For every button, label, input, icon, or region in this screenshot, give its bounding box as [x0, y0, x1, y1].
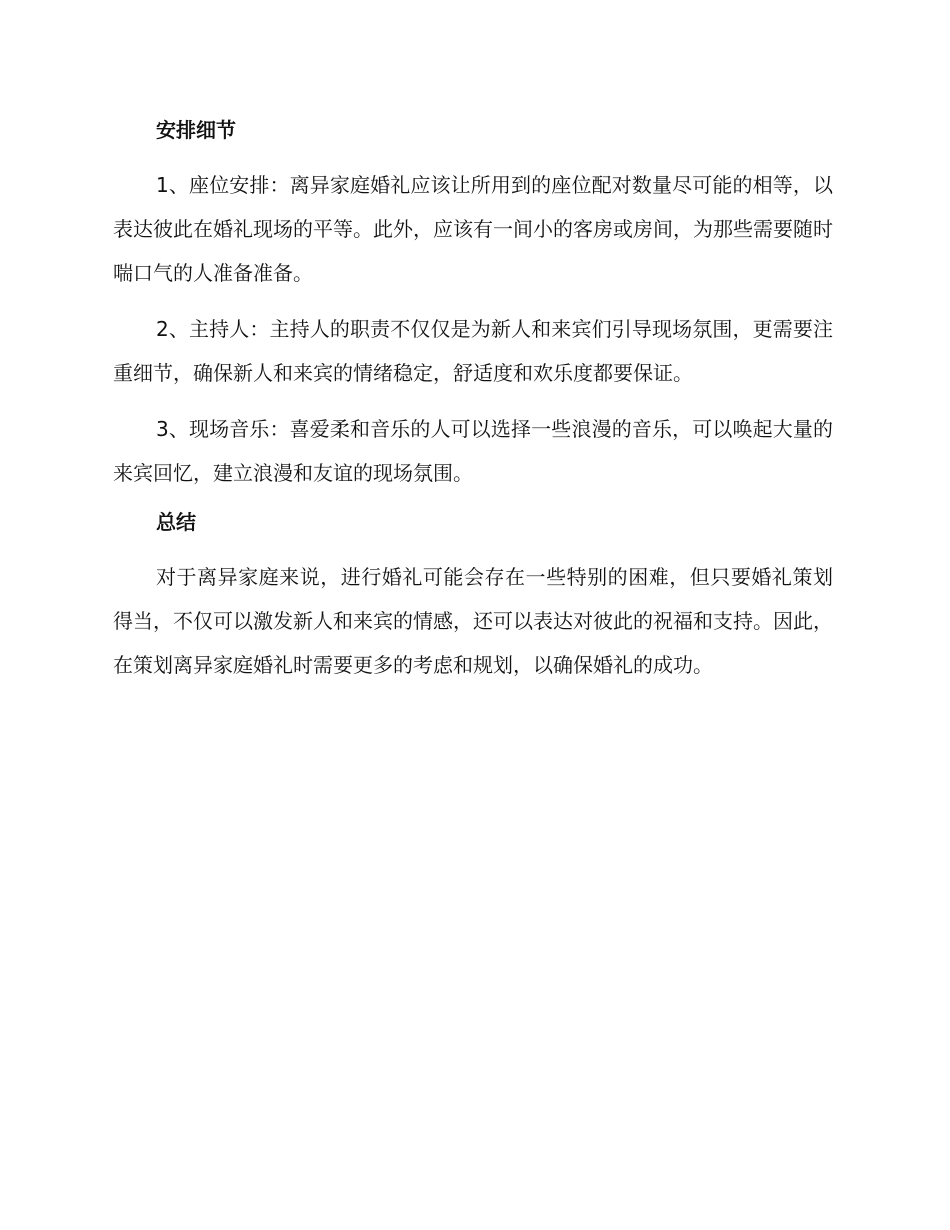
paragraph-seating: 1、座位安排：离异家庭婚礼应该让所用到的座位配对数量尽可能的相等，以表达彼此在婚礼现场的平等。此外，应该有一间小的客房或房间，为那些需要随时喘口气的人准备准备。: [113, 173, 833, 285]
section-heading-summary: 总结: [156, 510, 196, 534]
paragraph-host: 2、主持人：主持人的职责不仅仅是为新人和来宾们引导现场氛围，更需要注重细节，确保新人和来宾的情绪稳定，舒适度和欢乐度都要保证。: [113, 317, 833, 385]
section-heading-arrangement-details: 安排细节: [156, 118, 236, 142]
paragraph-summary: 对于离异家庭来说，进行婚礼可能会存在一些特别的困难，但只要婚礼策划得当，不仅可以激发新人和来宾的情感，还可以表达对彼此的祝福和支持。因此，在策划离异家庭婚礼时需要更多的考虑和规划，以确保婚礼的成功。: [113, 565, 833, 677]
document-body: [113, 113, 833, 687]
paragraph-music: 3、现场音乐：喜爱柔和音乐的人可以选择一些浪漫的音乐，可以唤起大量的来宾回忆，建立浪漫和友谊的现场氛围。: [113, 417, 833, 485]
